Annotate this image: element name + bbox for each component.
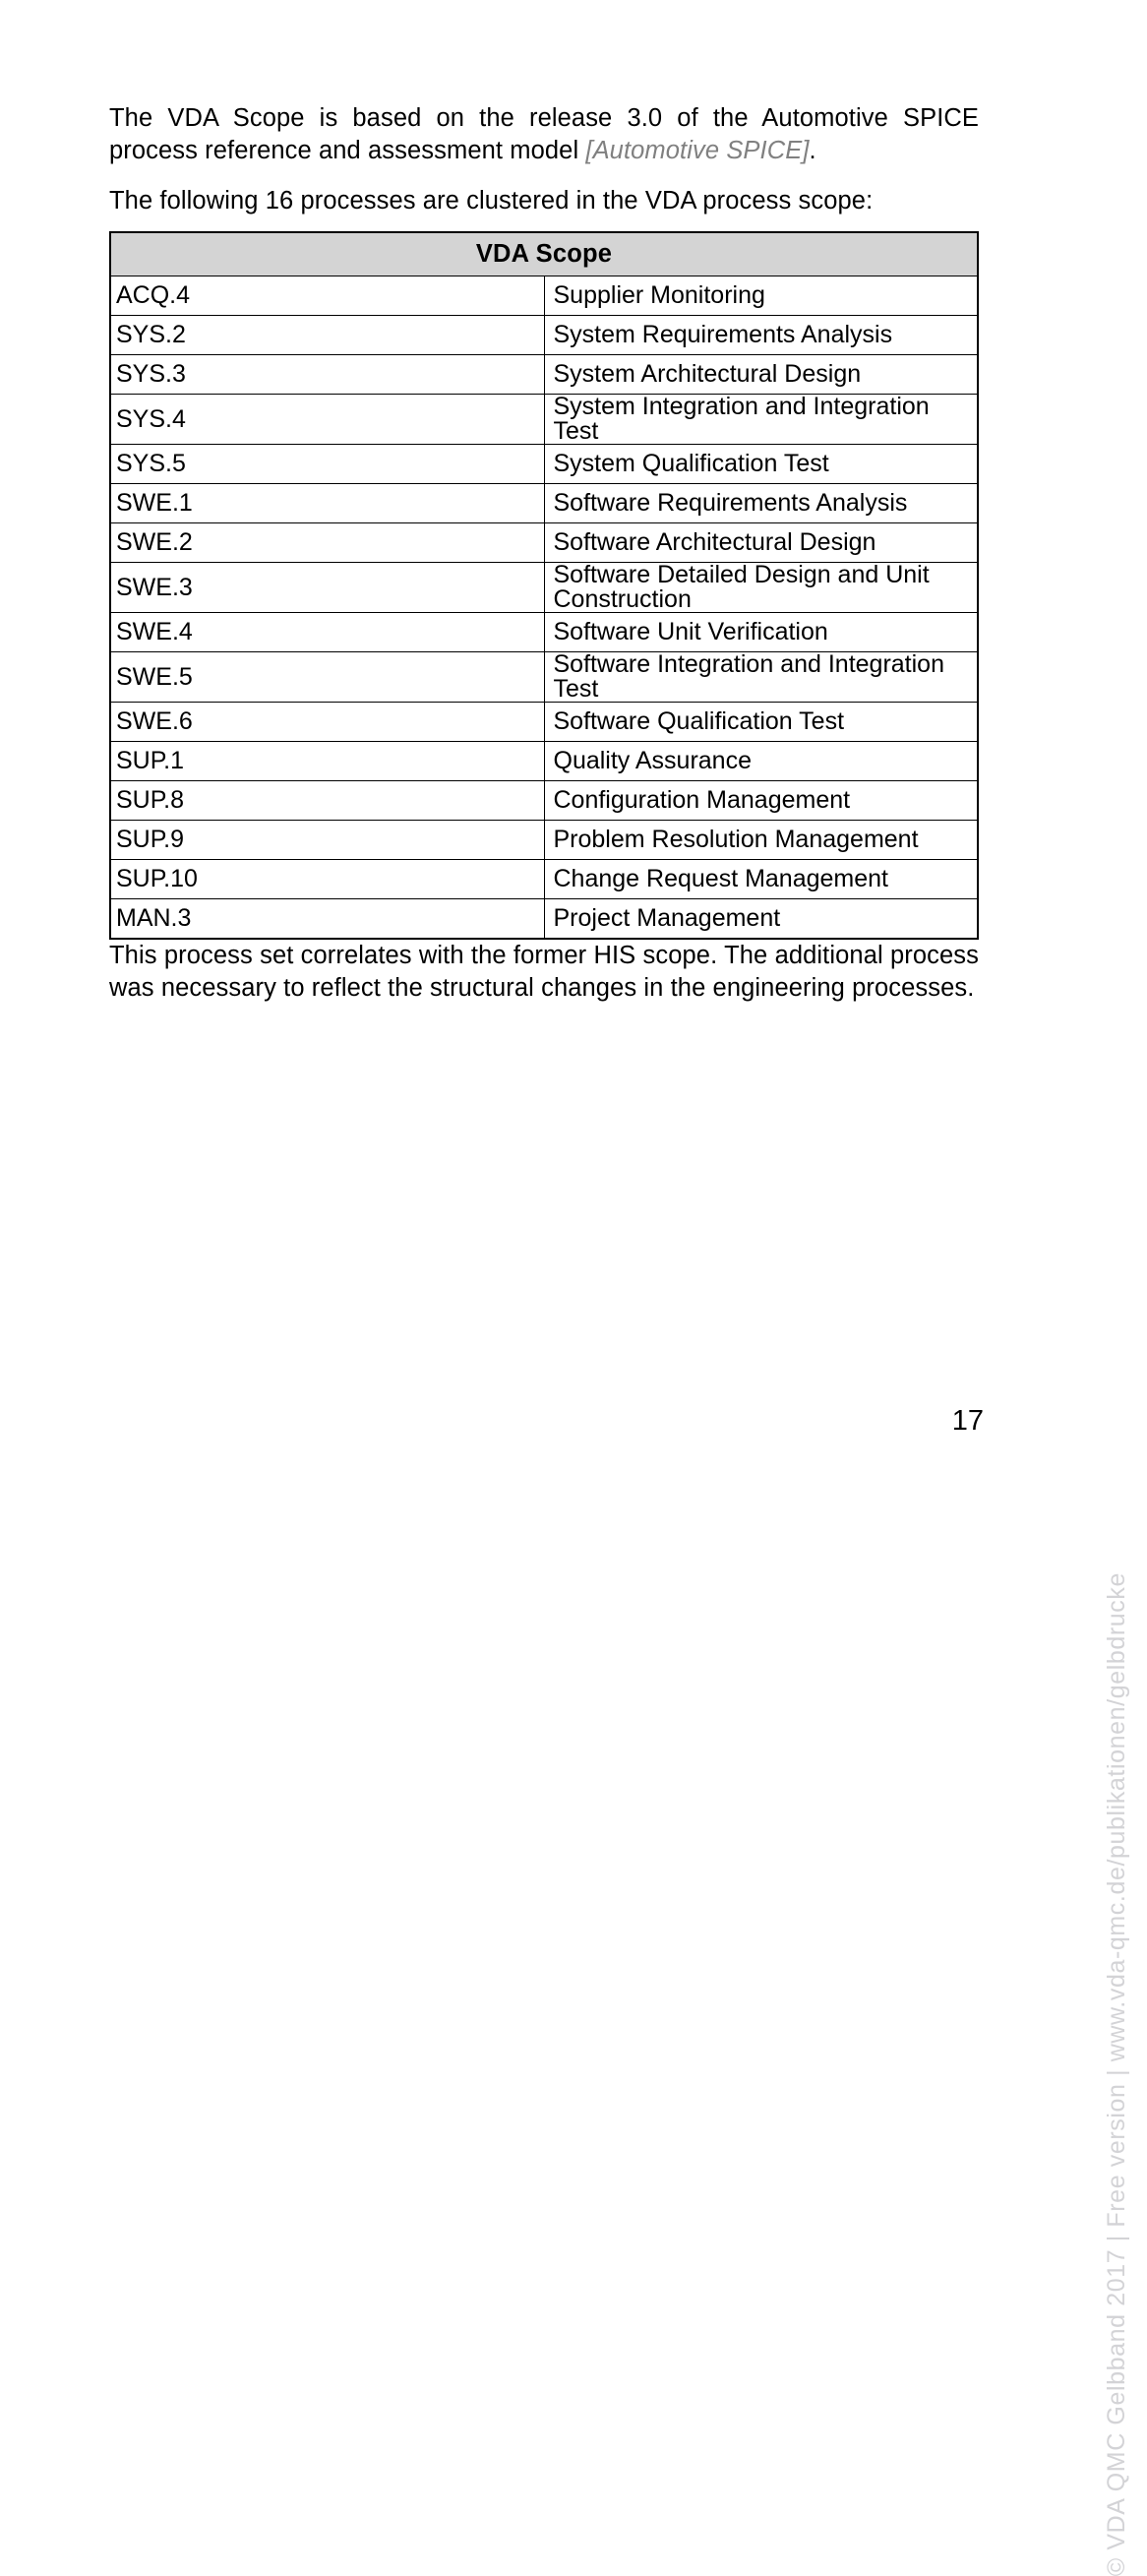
table-row [110,860,978,899]
process-id: SWE.6 [110,703,544,742]
process-name: Supplier Monitoring [544,276,978,316]
intro-paragraph-1-text: The VDA Scope is based on the release 3.0 of the Automotive SPICE process reference and assessment model [109,104,979,164]
table-row [110,484,978,523]
process-name: Change Request Management [544,860,978,899]
table-row [110,445,978,484]
process-name: Software Unit Verification [544,613,978,652]
process-id: SYS.3 [110,355,544,395]
table-row [110,276,978,316]
table-row [110,355,978,395]
table-row [110,563,978,613]
table-row [110,899,978,940]
table-row [110,523,978,563]
process-id: MAN.3 [110,899,544,940]
table-row [110,395,978,445]
process-id: SYS.2 [110,316,544,355]
vda-scope-table [109,231,979,940]
table-header-row [110,232,978,276]
intro-paragraph-1 [109,102,979,167]
process-id: SUP.1 [110,742,544,781]
table-row [110,613,978,652]
page-content [109,102,979,1005]
process-name: Project Management [544,899,978,940]
process-id: SWE.4 [110,613,544,652]
process-id: SWE.1 [110,484,544,523]
process-name: Software Qualification Test [544,703,978,742]
process-name: Problem Resolution Management [544,821,978,860]
table-body [110,276,978,940]
copyright-watermark: © VDA QMC Gelbband 2017 | Free version | www.vda-qmc.de/publikationen/gelbdrucke [1103,1572,1130,2576]
process-id: SYS.5 [110,445,544,484]
intro-paragraph-2: The following 16 processes are clustered in the VDA process scope: [109,187,874,215]
process-id: SUP.8 [110,781,544,821]
process-name: System Integration and Integration Test [544,395,978,445]
process-name: Software Requirements Analysis [544,484,978,523]
process-name: System Requirements Analysis [544,316,978,355]
process-name: Configuration Management [544,781,978,821]
page-number: 17 [951,1405,984,1437]
process-id: SWE.5 [110,652,544,703]
process-id: SWE.3 [110,563,544,613]
intro-paragraph-1-terminator: . [809,137,816,164]
table-row [110,742,978,781]
process-name: Quality Assurance [544,742,978,781]
process-name: System Qualification Test [544,445,978,484]
process-id: SWE.2 [110,523,544,563]
table-row [110,652,978,703]
table-title-cell: VDA Scope [110,232,978,276]
table-row [110,781,978,821]
automotive-spice-reference: [Automotive SPICE] [585,137,810,164]
process-id: SYS.4 [110,395,544,445]
process-id: ACQ.4 [110,276,544,316]
process-name: Software Architectural Design [544,523,978,563]
process-name: Software Detailed Design and Unit Construction [544,563,978,613]
process-id: SUP.10 [110,860,544,899]
table-row [110,821,978,860]
table-head [110,232,978,276]
table-row [110,316,978,355]
process-id: SUP.9 [110,821,544,860]
table-row [110,703,978,742]
process-name: System Architectural Design [544,355,978,395]
process-name: Software Integration and Integration Test [544,652,978,703]
outro-paragraph: This process set correlates with the former HIS scope. The additional process was necessary to reflect the structural changes in the engineering processes. [109,942,979,1002]
